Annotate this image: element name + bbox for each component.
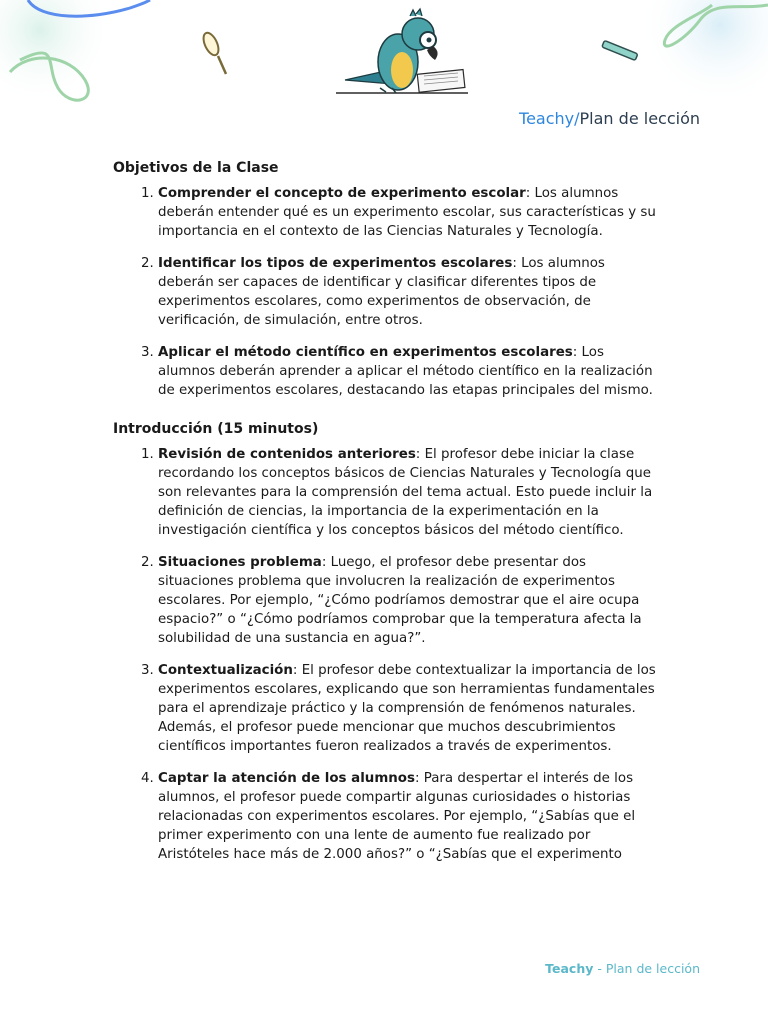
item-heading: Comprender el concepto de experimento escolar	[158, 186, 526, 201]
item-text: : Los alumnos deberán aprender a aplicar el método científico en la realización de experimentos escolares, destacando las etapas principales del mismo.	[158, 345, 653, 398]
brand-name: Teachy/	[519, 109, 580, 128]
footer-separator: -	[593, 961, 606, 976]
item-heading: Situaciones problema	[158, 555, 322, 570]
list-item	[158, 254, 658, 330]
item-text: : Los alumnos deberán ser capaces de identificar y clasificar diferentes tipos de experimentos escolares, como experimentos de observación, de verificación, de simulación, entre otros.	[158, 256, 605, 328]
item-text: : Los alumnos deberán entender qué es un experimento escolar, sus características y su importancia en el contexto de las Ciencias Naturales y Tecnología.	[158, 186, 656, 239]
list-item	[158, 769, 658, 864]
document-type: Plan de lección	[579, 109, 700, 128]
header-decoration	[0, 0, 768, 110]
introduction-list	[113, 445, 658, 864]
item-heading: Captar la atención de los alumnos	[158, 771, 415, 786]
list-item	[158, 553, 658, 648]
item-text: : El profesor debe iniciar la clase recordando los conceptos básicos de Ciencias Naturales y Tecnología que son relevantes para la comprensión del tema actual. Esto puede incluir la definición de ciencias, la importancia de la experimentación en la investigación científica y los conceptos básicos del método científico.	[158, 447, 653, 538]
list-item	[158, 184, 658, 241]
pencil-icon	[602, 40, 638, 60]
parrot-reading-icon	[336, 9, 468, 93]
item-heading: Aplicar el método científico en experimentos escolares	[158, 345, 573, 360]
page-footer	[545, 961, 700, 976]
section-title-objectives: Objetivos de la Clase	[113, 160, 279, 176]
item-text: : El profesor debe contextualizar la importancia de los experimentos escolares, explicando que son herramientas fundamentales para el aprendizaje práctico y la comprensión de fenómenos naturales. Además, el profesor puede mencionar que muchos descubrimientos científicos importantes fueron realizados a través de experimentos.	[158, 663, 656, 754]
footer-brand: Teachy	[545, 961, 594, 976]
item-text: : Luego, el profesor debe presentar dos situaciones problema que involucren la realización de experimentos escolares. Por ejemplo, “¿Cómo podríamos demostrar que el aire ocupa espacio?” o “¿Cómo podríamos comprobar que la temperatura afecta la solubilidad de una sustancia en agua?”.	[158, 555, 642, 646]
item-heading: Identificar los tipos de experimentos escolares	[158, 256, 513, 271]
item-text: : Para despertar el interés de los alumnos, el profesor puede compartir algunas curiosidades o historias relacionadas con experimentos escolares. Por ejemplo, “¿Sabías que el primer experimento con una lente de aumento fue realizado por Aristóteles hace más de 2.000 años?” o “¿Sabías que el experimento	[158, 771, 636, 862]
list-item	[158, 661, 658, 756]
list-item	[158, 445, 658, 540]
item-heading: Contextualización	[158, 663, 293, 678]
item-heading: Revisión de contenidos anteriores	[158, 447, 416, 462]
list-item	[158, 343, 658, 400]
magnifying-glass-icon	[200, 31, 226, 74]
section-title-introduction: Introducción (15 minutos)	[113, 421, 319, 437]
footer-title: Plan de lección	[605, 961, 700, 976]
lesson-plan-content	[113, 158, 658, 877]
page-header-brand	[519, 109, 700, 128]
objectives-list	[113, 184, 658, 400]
